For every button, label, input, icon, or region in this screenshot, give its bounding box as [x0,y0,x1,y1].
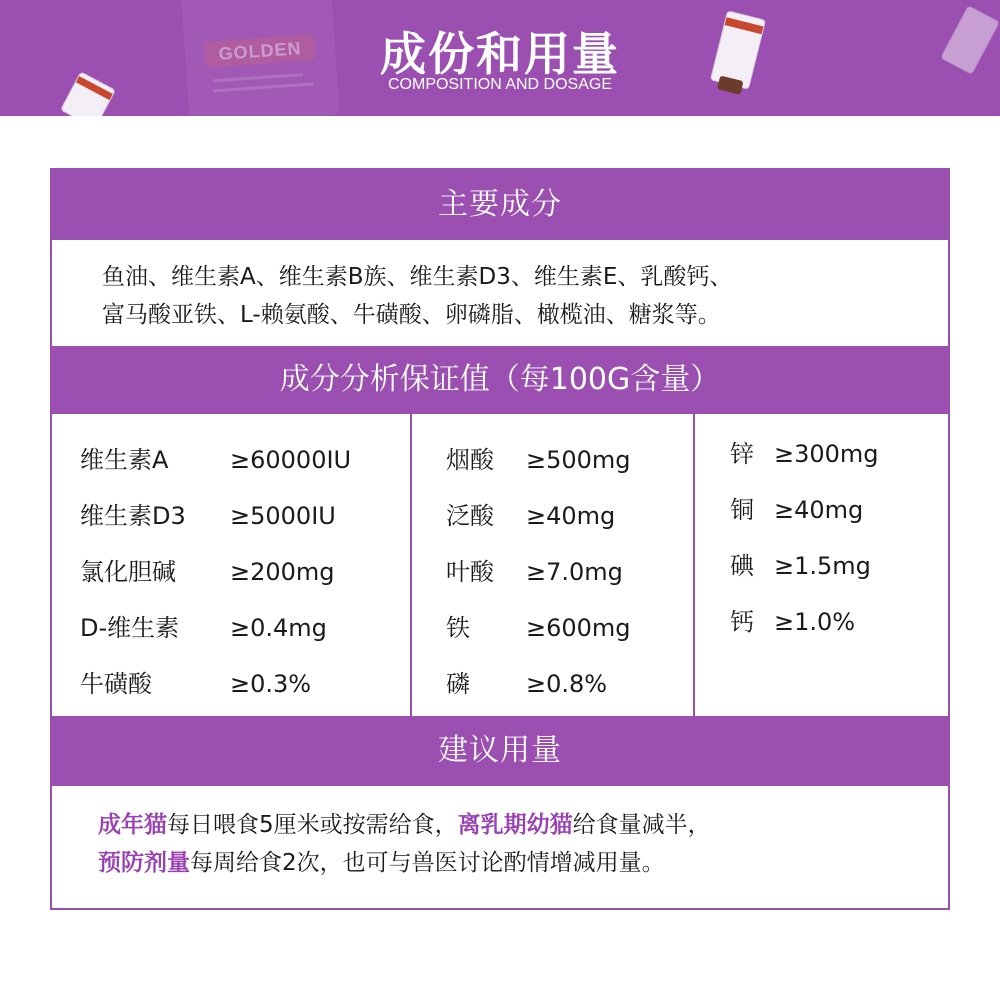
analysis-row [446,544,686,600]
nutrient-name: D-维生素 [80,614,180,642]
analysis-row [730,594,940,650]
analysis-row [80,600,400,656]
brand-logo: GOLDEN [204,34,316,68]
nutrient-name: 维生素D3 [80,502,186,530]
nutrient-name: 氯化胆碱 [80,558,176,586]
dosage-line-2 [98,844,918,882]
nutrient-value: ≥40mg [526,502,616,530]
analysis-heading: 成分分析保证值（每100G含量） [52,346,948,414]
analysis-row [80,432,400,488]
nutrient-name: 叶酸 [446,558,494,586]
ingredients-line: 富马酸亚铁、L-赖氨酸、牛磺酸、卵磷脂、橄榄油、糖浆等。 [102,302,721,328]
nutrient-value: ≥1.0% [774,608,856,636]
dosage-heading: 建议用量 [52,716,948,786]
analysis-row [730,482,940,538]
header-banner [0,0,1000,116]
page-title: 成份和用量 [380,27,620,81]
dosage-text [98,806,918,882]
nutrient-name: 维生素A [80,446,169,474]
analysis-row [730,538,940,594]
nutrient-value: ≥500mg [526,446,631,474]
dosage-highlight: 成年猫 [98,812,167,838]
nutrient-name: 牛磺酸 [80,670,152,698]
nutrient-name: 磷 [446,670,470,698]
nutrient-name: 烟酸 [446,446,494,474]
ingredients-line: 鱼油、维生素A、维生素B族、维生素D3、维生素E、乳酸钙、 [102,264,733,290]
nutrient-value: ≥60000IU [230,446,352,474]
nutrient-value: ≥0.4mg [230,614,327,642]
nutrient-value: ≥600mg [526,614,631,642]
dosage-highlight: 离乳期幼猫 [457,812,573,838]
analysis-row [446,488,686,544]
nutrient-value: ≥0.8% [526,670,608,698]
analysis-row [446,656,686,712]
nutrient-name: 锌 [730,440,754,468]
analysis-row [80,544,400,600]
analysis-row [80,488,400,544]
dosage-text-span: 给食量减半， [572,812,711,838]
nutrient-value: ≥0.3% [230,670,312,698]
nutrient-value: ≥5000IU [230,502,336,530]
main-ingredients-heading: 主要成分 [52,170,948,240]
nutrient-value: ≥300mg [774,440,879,468]
nutrient-name: 铁 [446,614,470,642]
nutrient-name: 钙 [730,608,754,636]
nutrient-name: 铜 [730,496,754,524]
analysis-row [80,656,400,712]
nutrient-name: 泛酸 [446,502,494,530]
analysis-column-1 [80,432,400,712]
analysis-row [446,432,686,488]
composition-table [50,168,950,910]
nutrient-value: ≥7.0mg [526,558,623,586]
analysis-row [730,426,940,482]
nutrient-value: ≥200mg [230,558,335,586]
analysis-column-3 [730,426,940,650]
nutrient-name: 碘 [730,552,754,580]
dosage-line-1 [98,806,918,844]
analysis-row [446,600,686,656]
column-divider [410,414,412,716]
column-divider [693,414,695,716]
main-ingredients-text [102,258,922,334]
dosage-highlight: 预防剂量 [98,850,190,876]
nutrient-value: ≥40mg [774,496,864,524]
dosage-text-span: 每周给食2次，也可与兽医讨论酌情增减用量。 [190,850,665,876]
analysis-column-2 [446,432,686,712]
dosage-text-span: 每日喂食5厘米或按需给食， [167,812,458,838]
page-subtitle: COMPOSITION AND DOSAGE [387,76,613,93]
nutrient-value: ≥1.5mg [774,552,871,580]
